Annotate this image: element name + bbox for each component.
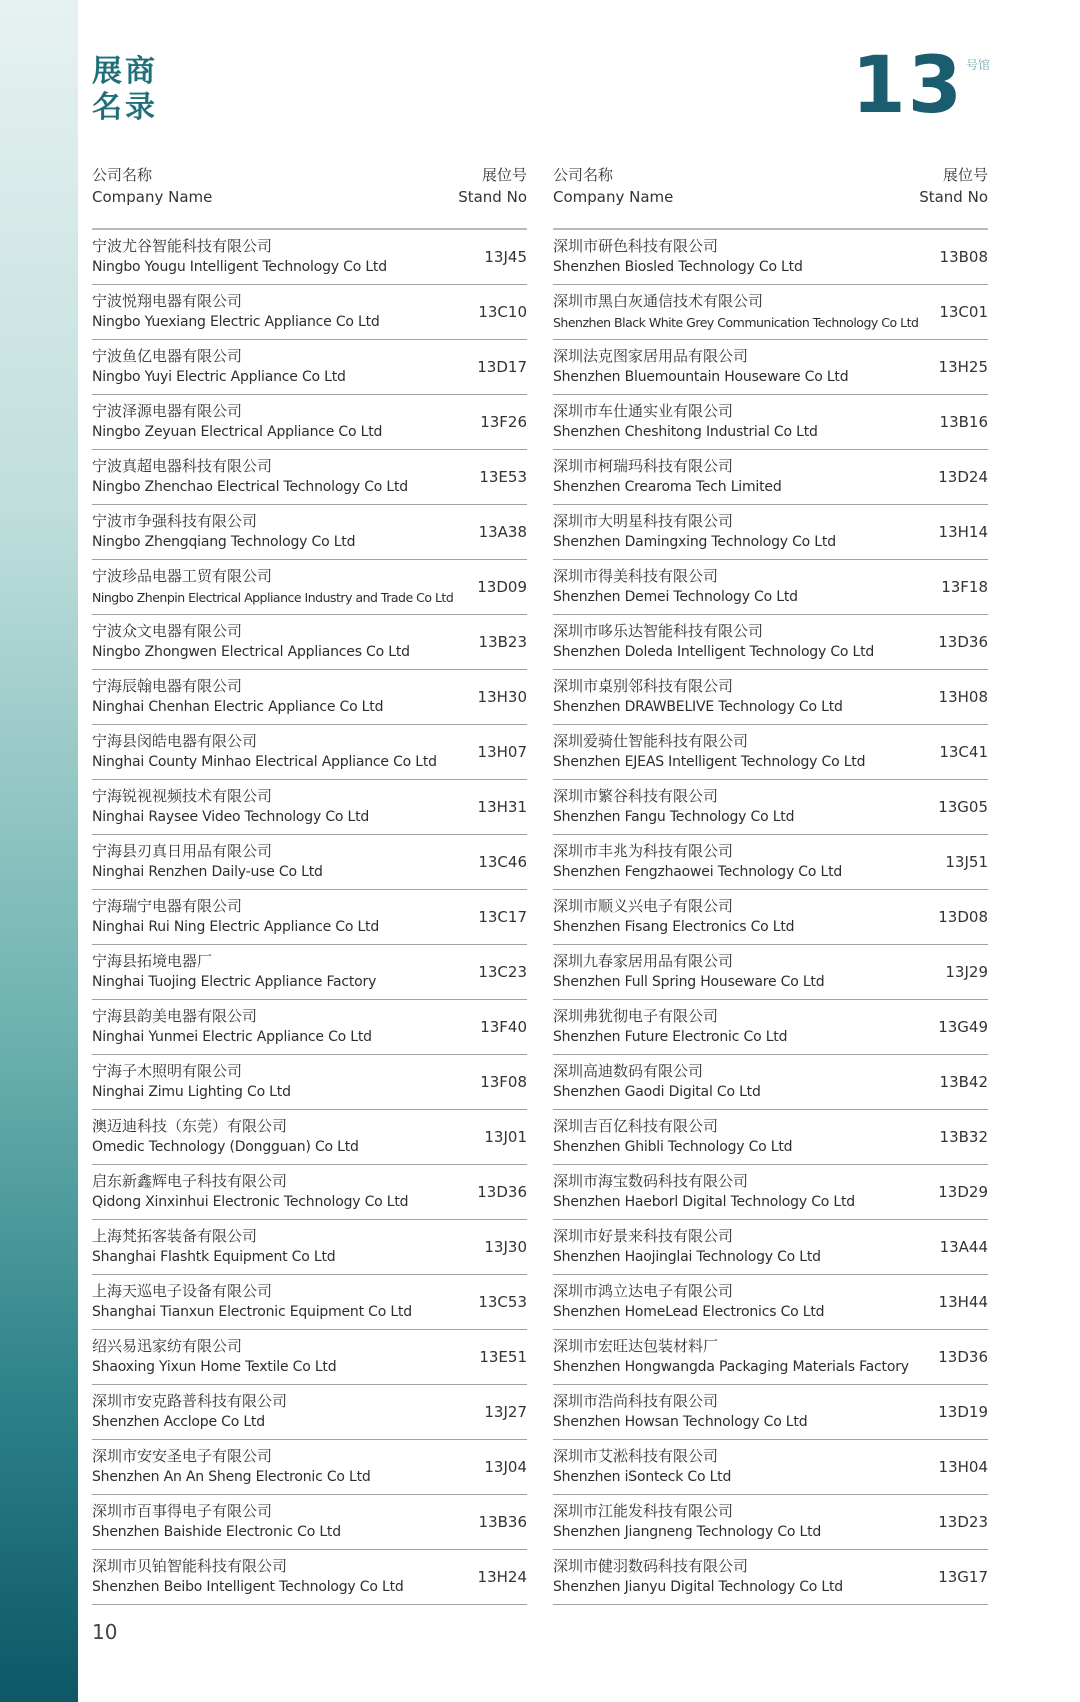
- company-names: [92, 1061, 291, 1103]
- company-name-en: Shenzhen Fisang Electronics Co Ltd: [553, 919, 795, 935]
- exhibitor-row: [92, 505, 527, 560]
- company-name-en: Shenzhen Haeborl Digital Technology Co Ltd: [553, 1194, 855, 1210]
- company-name-en: Shenzhen iSonteck Co Ltd: [553, 1469, 732, 1485]
- company-name-cn: 宁海锐视视频技术有限公司: [92, 787, 273, 805]
- company-names: [92, 1171, 408, 1213]
- company-name-en: Ningbo Zhenchao Electrical Technology Co Ltd: [92, 479, 408, 495]
- company-names: [92, 786, 369, 828]
- company-names: [553, 1446, 731, 1488]
- company-names: [92, 1006, 372, 1048]
- stand-number: 13G49: [938, 1018, 988, 1036]
- stand-number: 13J29: [945, 963, 988, 981]
- stand-number: 13G05: [938, 798, 988, 816]
- heading-line-2: 名录: [92, 90, 158, 125]
- company-names: [553, 291, 918, 333]
- exhibitor-row: [553, 505, 988, 560]
- company-names: [553, 1116, 792, 1158]
- company-name-en: Ninghai Tuojing Electric Appliance Factory: [92, 974, 377, 990]
- company-names: [553, 511, 836, 553]
- stand-number: 13B36: [478, 1513, 527, 1531]
- exhibitor-row: [92, 1055, 527, 1110]
- company-name-en: Shanghai Tianxun Electronic Equipment Co Ltd: [92, 1304, 412, 1320]
- exhibitor-row: [92, 1440, 527, 1495]
- stand-number: 13B32: [939, 1128, 988, 1146]
- company-names: [553, 621, 874, 663]
- company-name-cn: 深圳九春家居用品有限公司: [553, 952, 734, 970]
- exhibitor-row: [553, 1220, 988, 1275]
- exhibitor-row: [553, 1165, 988, 1220]
- company-names: [92, 1391, 287, 1433]
- company-name-en: Ningbo Zhenpin Electrical Appliance Industry and Trade Co Ltd: [92, 590, 454, 605]
- company-names: [553, 1006, 787, 1048]
- company-name-cn: 深圳市宏旺达包装材料厂: [553, 1337, 719, 1355]
- exhibitor-row: [553, 450, 988, 505]
- stand-number: 13E51: [479, 1348, 527, 1366]
- company-name-en: Shenzhen Beibo Intelligent Technology Co Ltd: [92, 1579, 404, 1595]
- company-name-en: Shenzhen Haojinglai Technology Co Ltd: [553, 1249, 821, 1265]
- company-names: [553, 1061, 761, 1103]
- company-names: [553, 1501, 821, 1543]
- stand-number: 13B08: [939, 248, 988, 266]
- stand-number: 13D23: [938, 1513, 988, 1531]
- company-names: [92, 566, 453, 608]
- company-names: [92, 346, 346, 388]
- company-names: [92, 1116, 359, 1158]
- exhibitor-row: [553, 1550, 988, 1605]
- exhibitor-row: [553, 285, 988, 340]
- stand-number: 13H07: [477, 743, 527, 761]
- company-names: [553, 1556, 843, 1598]
- stand-number: 13D19: [938, 1403, 988, 1421]
- company-name-en: Ninghai Rui Ning Electric Appliance Co Ltd: [92, 919, 380, 935]
- exhibitor-row: [92, 1385, 527, 1440]
- company-names: [92, 291, 380, 333]
- stand-number: 13H14: [938, 523, 988, 541]
- exhibitor-row: [553, 230, 988, 285]
- exhibitor-row: [92, 1110, 527, 1165]
- company-name-en: Ninghai Chenhan Electric Appliance Co Ltd: [92, 699, 384, 715]
- stand-no-header-cn: 展位号: [481, 166, 527, 184]
- stand-no-header: [458, 164, 527, 208]
- exhibitor-row: [92, 1000, 527, 1055]
- company-name-cn: 深圳市车仕通实业有限公司: [553, 402, 734, 420]
- exhibitor-row: [553, 890, 988, 945]
- company-name-cn: 深圳市黑白灰通信技术有限公司: [553, 292, 764, 310]
- stand-number: 13J04: [484, 1458, 527, 1476]
- company-name-cn: 深圳市海宝数码科技有限公司: [553, 1172, 749, 1190]
- company-name-cn: 深圳市柯瑞玛科技有限公司: [553, 457, 734, 475]
- stand-number: 13D08: [938, 908, 988, 926]
- company-name-en: Shenzhen Hongwangda Packaging Materials Factory: [553, 1359, 909, 1375]
- exhibitor-list-right: [553, 230, 988, 1605]
- company-name-en: Shenzhen An An Sheng Electronic Co Ltd: [92, 1469, 371, 1485]
- company-name-en: Shenzhen Ghibli Technology Co Ltd: [553, 1139, 793, 1155]
- company-name-en: Omedic Technology (Dongguan) Co Ltd: [92, 1139, 359, 1155]
- company-name-en: Shenzhen Full Spring Houseware Co Ltd: [553, 974, 825, 990]
- company-name-cn: 深圳市哆乐达智能科技有限公司: [553, 622, 764, 640]
- exhibitor-row: [92, 1220, 527, 1275]
- company-name-cn: 深圳市研色科技有限公司: [553, 237, 719, 255]
- company-name-cn: 深圳市安克路普科技有限公司: [92, 1392, 288, 1410]
- company-name-cn: 深圳市艾淞科技有限公司: [553, 1447, 719, 1465]
- exhibitor-row: [553, 560, 988, 615]
- company-name-en: Shenzhen EJEAS Intelligent Technology Co Ltd: [553, 754, 866, 770]
- stand-number: 13E53: [479, 468, 527, 486]
- company-name-header-cn: 公司名称: [553, 166, 614, 184]
- company-name-en: Shenzhen Cheshitong Industrial Co Ltd: [553, 424, 818, 440]
- company-names: [553, 401, 818, 443]
- exhibitor-row: [92, 670, 527, 725]
- company-names: [92, 1446, 371, 1488]
- stand-number: 13H25: [938, 358, 988, 376]
- company-names: [92, 401, 382, 443]
- hall-label: 号馆: [966, 58, 991, 72]
- exhibitor-row: [92, 1165, 527, 1220]
- company-name-cn: 宁波鱼亿电器有限公司: [92, 347, 243, 365]
- company-name-en: Shenzhen Biosled Technology Co Ltd: [553, 259, 803, 275]
- company-name-cn: 深圳市丰兆为科技有限公司: [553, 842, 734, 860]
- company-names: [553, 1171, 855, 1213]
- company-name-en: Shenzhen Crearoma Tech Limited: [553, 479, 782, 495]
- company-name-en: Shenzhen Fangu Technology Co Ltd: [553, 809, 795, 825]
- exhibitor-row: [553, 615, 988, 670]
- company-name-en: Shenzhen Doleda Intelligent Technology Co Ltd: [553, 644, 875, 660]
- company-names: [92, 1336, 336, 1378]
- company-name-en: Shenzhen Howsan Technology Co Ltd: [553, 1414, 808, 1430]
- company-name-en: Shenzhen Fengzhaowei Technology Co Ltd: [553, 864, 843, 880]
- exhibitor-row: [92, 615, 527, 670]
- stand-number: 13H30: [477, 688, 527, 706]
- company-name-cn: 宁海县拓境电器厂: [92, 952, 213, 970]
- company-names: [553, 896, 794, 938]
- column-header: [92, 164, 527, 230]
- company-names: [92, 676, 383, 718]
- company-name-en: Shenzhen Jianyu Digital Technology Co Ltd: [553, 1579, 843, 1595]
- company-name-en: Ninghai Renzhen Daily-use Co Ltd: [92, 864, 323, 880]
- exhibitor-row: [553, 1110, 988, 1165]
- stand-number: 13B42: [939, 1073, 988, 1091]
- company-name-cn: 绍兴易迅家纺有限公司: [92, 1337, 243, 1355]
- company-name-cn: 深圳法克图家居用品有限公司: [553, 347, 749, 365]
- exhibitor-row: [553, 725, 988, 780]
- company-names: [92, 1501, 341, 1543]
- company-name-header-en: Company Name: [92, 188, 213, 206]
- company-name-cn: 宁波真超电器科技有限公司: [92, 457, 273, 475]
- exhibitor-row: [553, 780, 988, 835]
- company-names: [92, 511, 355, 553]
- exhibitor-row: [92, 890, 527, 945]
- company-name-cn: 深圳市顺义兴电子有限公司: [553, 897, 734, 915]
- stand-number: 13D24: [938, 468, 988, 486]
- stand-number: 13B16: [939, 413, 988, 431]
- company-name-header-en: Company Name: [553, 188, 674, 206]
- company-names: [92, 236, 387, 278]
- stand-number: 13F40: [480, 1018, 527, 1036]
- company-name-en: Shenzhen Future Electronic Co Ltd: [553, 1029, 788, 1045]
- company-name-en: Ningbo Zhengqiang Technology Co Ltd: [92, 534, 356, 550]
- company-name-en: Ninghai Raysee Video Technology Co Ltd: [92, 809, 370, 825]
- exhibitor-row: [92, 1275, 527, 1330]
- company-name-en: Shenzhen Acclope Co Ltd: [92, 1414, 265, 1430]
- company-name-header-cn: 公司名称: [92, 166, 153, 184]
- stand-number: 13D36: [477, 1183, 527, 1201]
- stand-number: 13C41: [939, 743, 988, 761]
- exhibitor-row: [92, 285, 527, 340]
- company-name-cn: 宁海瑞宁电器有限公司: [92, 897, 243, 915]
- company-name-cn: 上海梵拓客装备有限公司: [92, 1227, 258, 1245]
- exhibitor-row: [92, 450, 527, 505]
- exhibitor-row: [92, 1495, 527, 1550]
- company-name-en: Ningbo Yuexiang Electric Appliance Co Ltd: [92, 314, 380, 330]
- company-name-cn: 上海天巡电子设备有限公司: [92, 1282, 273, 1300]
- company-name-en: Ninghai Zimu Lighting Co Ltd: [92, 1084, 291, 1100]
- heading-line-1: 展商: [92, 54, 158, 89]
- stand-no-header-cn: 展位号: [942, 166, 988, 184]
- company-name-cn: 深圳市贝铂智能科技有限公司: [92, 1557, 288, 1575]
- stand-number: 13J01: [484, 1128, 527, 1146]
- company-name-en: Shenzhen Jiangneng Technology Co Ltd: [553, 1524, 822, 1540]
- exhibitor-column-right: [553, 164, 988, 1605]
- exhibitor-row: [553, 1055, 988, 1110]
- company-name-cn: 启东新鑫辉电子科技有限公司: [92, 1172, 288, 1190]
- exhibitor-row: [92, 835, 527, 890]
- exhibitor-row: [92, 945, 527, 1000]
- company-name-cn: 深圳市鸿立达电子有限公司: [553, 1282, 734, 1300]
- company-names: [92, 1556, 404, 1598]
- company-names: [553, 566, 798, 608]
- company-names: [553, 456, 782, 498]
- stand-no-header: [919, 164, 988, 208]
- stand-number: 13H08: [938, 688, 988, 706]
- company-name-cn: 宁海县刃真日用品有限公司: [92, 842, 273, 860]
- stand-number: 13D29: [938, 1183, 988, 1201]
- hall-number: 13: [851, 41, 964, 131]
- company-name-en: Ningbo Yougu Intelligent Technology Co Ltd: [92, 259, 387, 275]
- stand-number: 13J27: [484, 1403, 527, 1421]
- company-name-cn: 宁海县闵皓电器有限公司: [92, 732, 258, 750]
- exhibitor-row: [553, 1495, 988, 1550]
- company-name-cn: 深圳市好景来科技有限公司: [553, 1227, 734, 1245]
- company-name-en: Shenzhen Baishide Electronic Co Ltd: [92, 1524, 341, 1540]
- company-name-en: Ningbo Zhongwen Electrical Appliances Co Ltd: [92, 644, 410, 660]
- company-name-cn: 宁海子木照明有限公司: [92, 1062, 243, 1080]
- company-names: [92, 1281, 412, 1323]
- company-name-cn: 深圳弗犹彻电子有限公司: [553, 1007, 719, 1025]
- stand-number: 13C01: [939, 303, 988, 321]
- stand-no-header-en: Stand No: [458, 188, 527, 206]
- company-names: [92, 731, 437, 773]
- stand-no-header-en: Stand No: [919, 188, 988, 206]
- company-name-cn: 深圳吉百亿科技有限公司: [553, 1117, 719, 1135]
- exhibitor-row: [92, 1550, 527, 1605]
- company-name-cn: 宁波众文电器有限公司: [92, 622, 243, 640]
- company-names: [553, 1336, 909, 1378]
- company-name-cn: 深圳市江能发科技有限公司: [553, 1502, 734, 1520]
- stand-number: 13D36: [938, 633, 988, 651]
- company-name-cn: 宁波尤谷智能科技有限公司: [92, 237, 273, 255]
- exhibitor-row: [553, 835, 988, 890]
- company-name-en: Ninghai County Minhao Electrical Appliance Co Ltd: [92, 754, 437, 770]
- company-name-cn: 深圳市浩尚科技有限公司: [553, 1392, 719, 1410]
- exhibitor-row: [553, 670, 988, 725]
- exhibitor-row: [553, 1000, 988, 1055]
- company-name-cn: 宁波泽源电器有限公司: [92, 402, 243, 420]
- stand-number: 13J45: [484, 248, 527, 266]
- company-names: [553, 346, 848, 388]
- stand-number: 13C23: [478, 963, 527, 981]
- stand-number: 13H04: [938, 1458, 988, 1476]
- company-name-cn: 深圳市健羽数码科技有限公司: [553, 1557, 749, 1575]
- company-names: [92, 896, 379, 938]
- stand-number: 13D09: [477, 578, 527, 596]
- company-name-en: Shenzhen Gaodi Digital Co Ltd: [553, 1084, 761, 1100]
- exhibitor-row: [553, 340, 988, 395]
- exhibitor-row: [92, 560, 527, 615]
- stand-number: 13C10: [478, 303, 527, 321]
- stand-number: 13F18: [941, 578, 988, 596]
- stand-number: 13D17: [477, 358, 527, 376]
- company-names: [92, 456, 408, 498]
- company-name-en: Shenzhen Bluemountain Houseware Co Ltd: [553, 369, 849, 385]
- company-name-cn: 宁海辰翰电器有限公司: [92, 677, 243, 695]
- stand-number: 13J30: [484, 1238, 527, 1256]
- company-name-en: Ninghai Yunmei Electric Appliance Co Ltd: [92, 1029, 372, 1045]
- stand-number: 13C53: [478, 1293, 527, 1311]
- company-name-cn: 深圳高迪数码有限公司: [553, 1062, 704, 1080]
- stand-number: 13J51: [945, 853, 988, 871]
- exhibitor-row: [92, 780, 527, 835]
- exhibitor-row: [553, 1275, 988, 1330]
- exhibitor-row: [92, 230, 527, 285]
- company-names: [553, 1281, 824, 1323]
- stand-number: 13H24: [477, 1568, 527, 1586]
- side-color-strip: [0, 0, 78, 1702]
- exhibitor-row: [92, 340, 527, 395]
- company-names: [92, 951, 376, 993]
- company-names: [553, 676, 843, 718]
- stand-number: 13F08: [480, 1073, 527, 1091]
- page-number: 10: [92, 1620, 118, 1644]
- stand-number: 13A38: [478, 523, 527, 541]
- stand-number: 13H44: [938, 1293, 988, 1311]
- company-name-cn: 深圳市得美科技有限公司: [553, 567, 719, 585]
- exhibitor-row: [92, 1330, 527, 1385]
- company-names: [92, 621, 410, 663]
- company-names: [92, 1226, 335, 1268]
- company-name-en: Shenzhen DRAWBELIVE Technology Co Ltd: [553, 699, 843, 715]
- exhibitor-row: [553, 945, 988, 1000]
- company-name-en: Shenzhen HomeLead Electronics Co Ltd: [553, 1304, 825, 1320]
- company-name-cn: 深圳市安安圣电子有限公司: [92, 1447, 273, 1465]
- stand-number: 13D36: [938, 1348, 988, 1366]
- company-name-en: Qidong Xinxinhui Electronic Technology Co Ltd: [92, 1194, 409, 1210]
- exhibitor-list-left: [92, 230, 527, 1605]
- company-name-en: Shenzhen Damingxing Technology Co Ltd: [553, 534, 836, 550]
- column-header: [553, 164, 988, 230]
- exhibitor-row: [92, 725, 527, 780]
- company-names: [553, 841, 842, 883]
- company-name-cn: 宁波珍品电器工贸有限公司: [92, 567, 273, 585]
- company-name-cn: 澳迈迪科技（东莞）有限公司: [92, 1117, 288, 1135]
- company-name-en: Shanghai Flashtk Equipment Co Ltd: [92, 1249, 336, 1265]
- stand-number: 13H31: [477, 798, 527, 816]
- company-names: [553, 786, 794, 828]
- exhibitor-column-left: [92, 164, 527, 1605]
- stand-number: 13C17: [478, 908, 527, 926]
- company-name-cn: 宁波市争强科技有限公司: [92, 512, 258, 530]
- company-name-cn: 宁波悦翔电器有限公司: [92, 292, 243, 310]
- company-names: [553, 731, 865, 773]
- exhibitor-row: [553, 395, 988, 450]
- exhibitor-row: [92, 395, 527, 450]
- stand-number: 13F26: [480, 413, 527, 431]
- company-name-header: [92, 164, 212, 208]
- company-name-en: Shenzhen Demei Technology Co Ltd: [553, 589, 798, 605]
- company-name-cn: 深圳市繁谷科技有限公司: [553, 787, 719, 805]
- company-name-en: Shenzhen Black White Grey Communication Technology Co Ltd: [553, 315, 919, 330]
- company-names: [553, 1226, 821, 1268]
- stand-number: 13A44: [939, 1238, 988, 1256]
- company-name-cn: 宁海县韵美电器有限公司: [92, 1007, 258, 1025]
- company-name-en: Shaoxing Yixun Home Textile Co Ltd: [92, 1359, 337, 1375]
- stand-number: 13B23: [478, 633, 527, 651]
- exhibitor-row: [553, 1385, 988, 1440]
- exhibitor-row: [553, 1440, 988, 1495]
- company-name-en: Ningbo Zeyuan Electrical Appliance Co Ltd: [92, 424, 383, 440]
- company-name-header: [553, 164, 673, 208]
- company-name-cn: 深圳市大明星科技有限公司: [553, 512, 734, 530]
- company-name-en: Ningbo Yuyi Electric Appliance Co Ltd: [92, 369, 346, 385]
- company-names: [553, 1391, 807, 1433]
- company-name-cn: 深圳市百事得电子有限公司: [92, 1502, 273, 1520]
- exhibitor-row: [553, 1330, 988, 1385]
- company-name-cn: 深圳爱骑仕智能科技有限公司: [553, 732, 749, 750]
- page-heading: [92, 54, 158, 126]
- stand-number: 13G17: [938, 1568, 988, 1586]
- company-names: [553, 236, 803, 278]
- company-names: [553, 951, 824, 993]
- stand-number: 13C46: [478, 853, 527, 871]
- company-name-cn: 深圳市桌别邻科技有限公司: [553, 677, 734, 695]
- company-names: [92, 841, 323, 883]
